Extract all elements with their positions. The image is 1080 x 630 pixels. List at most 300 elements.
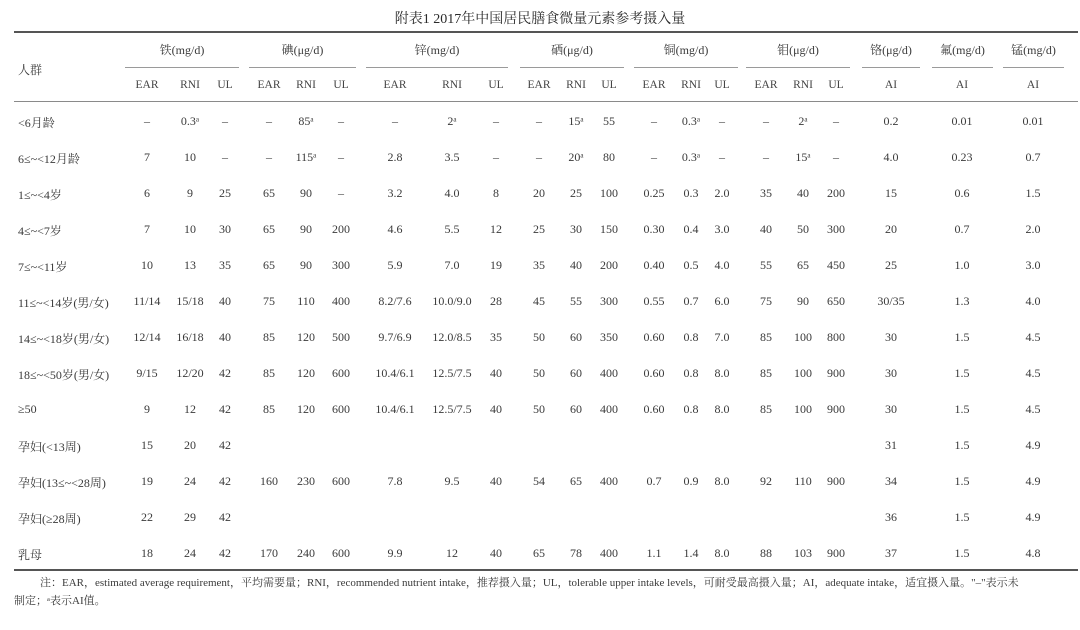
group-header: 锌(mg/d) xyxy=(414,43,460,57)
subcolumn-header: RNI xyxy=(180,79,200,91)
table-cell: 0.3ᵃ xyxy=(180,114,200,128)
table-cell: 1.5 xyxy=(954,330,970,344)
table-cell: 4.0 xyxy=(714,258,730,272)
table-cell: 75 xyxy=(760,294,772,308)
table-cell: 75 xyxy=(263,294,275,308)
table-cell: 4.0 xyxy=(444,186,460,200)
table-cell: 22 xyxy=(141,510,153,524)
group-header: 碘(μg/d) xyxy=(281,43,324,57)
table-cell: 85 xyxy=(760,366,772,380)
table-cell: 8.0 xyxy=(714,474,730,488)
table-cell: 4.0 xyxy=(883,150,899,164)
table-cell: 85 xyxy=(760,330,772,344)
table-cell: 30 xyxy=(570,222,582,236)
table-cell: 10.4/6.1 xyxy=(375,366,415,380)
table-cell: 0.8 xyxy=(683,402,699,416)
table-cell: 110 xyxy=(297,294,315,308)
table-title: 附表1 2017年中国居民膳食微量元素参考摄入量 xyxy=(394,12,686,27)
table-cell: 1.5 xyxy=(954,474,970,488)
table-cell: 12/14 xyxy=(133,330,161,344)
table-cell: 60 xyxy=(570,330,582,344)
table-cell: 8.0 xyxy=(714,402,730,416)
table-cell: – xyxy=(266,114,272,128)
table-cell: 200 xyxy=(600,258,618,272)
table-cell: 0.7 xyxy=(1025,150,1041,164)
table-cell: 0.3 xyxy=(683,186,699,200)
table-cell: – xyxy=(266,150,272,164)
table-cell: 1.5 xyxy=(954,438,970,452)
table-cell: 30 xyxy=(219,222,231,236)
table-cell: 1.5 xyxy=(1025,186,1041,200)
table-cell: 1.5 xyxy=(954,546,970,560)
table-cell: 300 xyxy=(332,258,350,272)
table-cell: 29 xyxy=(184,510,196,524)
table-cell: – xyxy=(651,150,657,164)
table-cell: 40 xyxy=(570,258,582,272)
group-header: 铁(mg/d) xyxy=(159,43,205,57)
row-label: 11≤~<14岁(男/女) xyxy=(18,296,109,310)
table-cell: 0.3ᵃ xyxy=(681,114,701,128)
table-cell: 0.4 xyxy=(683,222,699,236)
group-underline xyxy=(862,67,920,68)
table-cell: 85ᵃ xyxy=(298,114,314,128)
table-cell: 120 xyxy=(297,402,315,416)
table-cell: 37 xyxy=(885,546,897,560)
table-cell: 7 xyxy=(144,222,150,236)
table-cell: – xyxy=(833,150,839,164)
table-cell: 300 xyxy=(827,222,845,236)
table-cell: 1.5 xyxy=(954,510,970,524)
subcolumn-header: EAR xyxy=(257,79,281,91)
table-cell: 600 xyxy=(332,546,350,560)
table-cell: – xyxy=(493,114,499,128)
table-cell: 110 xyxy=(794,474,812,488)
table-cell: 24 xyxy=(184,474,196,488)
header-rule xyxy=(14,101,1078,102)
subcolumn-header: UL xyxy=(488,79,504,91)
table-cell: 4.9 xyxy=(1025,510,1041,524)
table-cell: 90 xyxy=(300,186,312,200)
subcolumn-header: AI xyxy=(955,79,969,91)
table-cell: 90 xyxy=(797,294,809,308)
table-cell: 12.0/8.5 xyxy=(432,330,472,344)
table-cell: 12 xyxy=(184,402,196,416)
table-cell: 45 xyxy=(533,294,545,308)
table-cell: 9.7/6.9 xyxy=(378,330,412,344)
group-header: 氟(mg/d) xyxy=(940,43,985,57)
table-cell: 4.5 xyxy=(1025,402,1041,416)
row-header-label: 人群 xyxy=(18,63,43,77)
table-cell: – xyxy=(392,114,398,128)
table-cell: 100 xyxy=(794,402,812,416)
table-cell: 50 xyxy=(533,402,545,416)
table-cell: 20ᵃ xyxy=(568,150,584,164)
table-cell: 4.5 xyxy=(1025,330,1041,344)
table-cell: 350 xyxy=(600,330,618,344)
table-cell: 0.5 xyxy=(683,258,699,272)
table-cell: 12/20 xyxy=(176,366,204,380)
table-cell: 10 xyxy=(184,222,196,236)
table-cell: 25 xyxy=(570,186,582,200)
table-cell: 900 xyxy=(827,402,845,416)
row-label: 孕妇(≥28周) xyxy=(18,512,81,526)
table-cell: 60 xyxy=(570,402,582,416)
table-cell: 35 xyxy=(760,186,772,200)
table-cell: 8.2/7.6 xyxy=(378,294,412,308)
table-cell: – xyxy=(763,150,769,164)
table-cell: 36 xyxy=(885,510,897,524)
table-cell: 4.9 xyxy=(1025,474,1041,488)
subcolumn-header: AI xyxy=(1026,79,1040,91)
row-label: 乳母 xyxy=(18,548,43,562)
table-cell: – xyxy=(493,150,499,164)
table-cell: 900 xyxy=(827,546,845,560)
table-cell: 42 xyxy=(219,402,231,416)
table-cell: 42 xyxy=(219,474,231,488)
table-cell: 13 xyxy=(184,258,196,272)
row-label: 14≤~<18岁(男/女) xyxy=(18,332,110,346)
table-cell: 35 xyxy=(533,258,545,272)
table-cell: 10 xyxy=(141,258,153,272)
table-cell: – xyxy=(833,114,839,128)
table-cell: 18 xyxy=(141,546,153,560)
table-cell: 25 xyxy=(533,222,545,236)
table-cell: 15 xyxy=(141,438,153,452)
table-cell: 5.5 xyxy=(444,222,460,236)
table-cell: 42 xyxy=(219,366,231,380)
table-cell: 85 xyxy=(263,402,275,416)
table-cell: 400 xyxy=(600,402,618,416)
table-cell: 0.3ᵃ xyxy=(681,150,701,164)
subcolumn-header: UL xyxy=(217,79,233,91)
table-cell: 85 xyxy=(263,366,275,380)
group-underline xyxy=(366,67,508,68)
table-cell: 4.9 xyxy=(1025,438,1041,452)
group-underline xyxy=(634,67,738,68)
table-cell: 12 xyxy=(490,222,502,236)
table-cell: 5.9 xyxy=(387,258,403,272)
table-cell: 7.0 xyxy=(714,330,730,344)
subcolumn-header: UL xyxy=(828,79,844,91)
table-cell: 25 xyxy=(885,258,897,272)
table-cell: – xyxy=(222,114,228,128)
table-cell: 42 xyxy=(219,546,231,560)
table-cell: 4.8 xyxy=(1025,546,1041,560)
table-cell: 28 xyxy=(490,294,502,308)
table-cell: 0.60 xyxy=(643,402,665,416)
table-cell: 4.6 xyxy=(387,222,403,236)
table-cell: 85 xyxy=(263,330,275,344)
table-cell: 650 xyxy=(827,294,845,308)
table-cell: 7 xyxy=(144,150,150,164)
row-label: 6≤~<12月龄 xyxy=(18,152,80,166)
table-cell: 15ᵃ xyxy=(795,150,811,164)
table-cell: 80 xyxy=(603,150,615,164)
table-cell: 400 xyxy=(600,474,618,488)
subcolumn-header: RNI xyxy=(296,79,316,91)
group-header: 钼(μg/d) xyxy=(777,43,819,57)
group-header: 铬(μg/d) xyxy=(870,43,912,57)
table-cell: 100 xyxy=(794,330,812,344)
table-cell: 90 xyxy=(300,222,312,236)
table-cell: 0.55 xyxy=(643,294,665,308)
table-cell: 2.8 xyxy=(387,150,403,164)
table-cell: 3.0 xyxy=(714,222,730,236)
table-cell: 120 xyxy=(297,366,315,380)
table-cell: 400 xyxy=(600,366,618,380)
table-cell: 20 xyxy=(184,438,196,452)
table-cell: 4.5 xyxy=(1025,366,1041,380)
table-cell: 16/18 xyxy=(176,330,204,344)
table-cell: 19 xyxy=(490,258,502,272)
table-cell: 15ᵃ xyxy=(568,114,584,128)
table-cell: 120 xyxy=(297,330,315,344)
table-cell: 1.3 xyxy=(954,294,970,308)
table-cell: 65 xyxy=(263,186,275,200)
table-cell: 85 xyxy=(760,402,772,416)
table-cell: 40 xyxy=(797,186,809,200)
table-cell: 7.8 xyxy=(387,474,403,488)
table-cell: 170 xyxy=(260,546,278,560)
table-cell: 9 xyxy=(187,186,193,200)
subcolumn-header: EAR xyxy=(527,79,551,91)
table-note-line-1 xyxy=(14,575,1070,592)
table-cell: 15 xyxy=(885,186,897,200)
row-label: <6月龄 xyxy=(18,116,55,130)
top-rule xyxy=(14,31,1078,33)
table-cell: 31 xyxy=(885,438,897,452)
subcolumn-header: EAR xyxy=(135,79,159,91)
table-cell: 0.6 xyxy=(954,186,970,200)
row-label: 7≤~<11岁 xyxy=(18,260,68,274)
table-cell: 200 xyxy=(827,186,845,200)
table-cell: 3.5 xyxy=(444,150,460,164)
table-cell: 0.01 xyxy=(1022,114,1044,128)
table-cell: 40 xyxy=(490,366,502,380)
table-cell: 40 xyxy=(490,402,502,416)
table-cell: 500 xyxy=(332,330,350,344)
table-note-line-2: 制定；ᵃ表示AI值。 xyxy=(14,595,106,607)
group-underline xyxy=(1003,67,1064,68)
group-underline xyxy=(520,67,624,68)
table-cell: 0.7 xyxy=(954,222,970,236)
table-cell: 6 xyxy=(144,186,150,200)
table-cell: 20 xyxy=(885,222,897,236)
row-label: 18≤~<50岁(男/女) xyxy=(18,368,110,382)
table-cell: 6.0 xyxy=(714,294,730,308)
subcolumn-header: RNI xyxy=(442,79,462,91)
table-cell: 90 xyxy=(300,258,312,272)
table-cell: 10 xyxy=(184,150,196,164)
table-cell: 50 xyxy=(533,330,545,344)
subcolumn-header: EAR xyxy=(754,79,778,91)
table-cell: 115ᵃ xyxy=(295,150,317,164)
table-cell: 12.5/7.5 xyxy=(432,366,472,380)
table-cell: 900 xyxy=(827,474,845,488)
table-cell: 103 xyxy=(794,546,812,560)
table-cell: 600 xyxy=(332,402,350,416)
table-cell: 900 xyxy=(827,366,845,380)
table-cell: 1.0 xyxy=(954,258,970,272)
note-text-1: 注：EAR，estimated average requirement，平均需要量；RNI，recommended nutrient intake，推荐摄入量；UL，tolerable upper intake levels，可耐受最高摄入量；AI，adequate intake，适宜摄入量。"–"表示未 xyxy=(40,577,1019,589)
table-cell: 4.0 xyxy=(1025,294,1041,308)
table-cell: 1.1 xyxy=(646,546,662,560)
table-cell: 30/35 xyxy=(877,294,905,308)
table-cell: 100 xyxy=(794,366,812,380)
table-cell: – xyxy=(338,150,344,164)
table-cell: 9 xyxy=(144,402,150,416)
table-cell: – xyxy=(719,114,725,128)
table-cell: 600 xyxy=(332,474,350,488)
table-cell: 92 xyxy=(760,474,772,488)
row-label: 孕妇(13≤~<28周) xyxy=(18,476,106,490)
table-cell: 400 xyxy=(332,294,350,308)
table-cell: – xyxy=(719,150,725,164)
group-header: 铜(mg/d) xyxy=(663,43,709,57)
table-cell: 54 xyxy=(533,474,545,488)
table-cell: 10.0/9.0 xyxy=(432,294,472,308)
group-underline xyxy=(932,67,993,68)
table-cell: 0.60 xyxy=(643,330,665,344)
table-cell: 65 xyxy=(263,222,275,236)
table-cell: 50 xyxy=(797,222,809,236)
group-underline xyxy=(125,67,239,68)
table-cell: 0.40 xyxy=(643,258,665,272)
table-cell: 8.0 xyxy=(714,546,730,560)
table-cell: 30 xyxy=(885,402,897,416)
table-cell: 42 xyxy=(219,510,231,524)
table-cell: 100 xyxy=(600,186,618,200)
table-cell: 0.8 xyxy=(683,330,699,344)
table-cell: 0.9 xyxy=(683,474,699,488)
table-cell: 12 xyxy=(446,546,458,560)
table-cell: 200 xyxy=(332,222,350,236)
table-cell: 65 xyxy=(570,474,582,488)
table-cell: 55 xyxy=(603,114,615,128)
table-cell: 65 xyxy=(263,258,275,272)
subcolumn-header: RNI xyxy=(793,79,813,91)
table-cell: 0.01 xyxy=(951,114,973,128)
table-cell: 400 xyxy=(600,546,618,560)
table-cell: 8 xyxy=(493,186,499,200)
table-cell: 24 xyxy=(184,546,196,560)
table-cell: – xyxy=(222,150,228,164)
table-cell: 40 xyxy=(760,222,772,236)
table-cell: 0.8 xyxy=(683,366,699,380)
group-header: 硒(μg/d) xyxy=(551,43,593,57)
table-cell: 30 xyxy=(885,366,897,380)
table-cell: 2.0 xyxy=(1025,222,1041,236)
table-cell: 9.9 xyxy=(387,546,403,560)
row-label: ≥50 xyxy=(18,402,37,416)
table-cell: 600 xyxy=(332,366,350,380)
table-cell: – xyxy=(536,150,542,164)
subcolumn-header: UL xyxy=(333,79,349,91)
table-cell: 20 xyxy=(533,186,545,200)
table-cell: 0.25 xyxy=(643,186,665,200)
table-cell: 2ᵃ xyxy=(447,114,457,128)
table-cell: 1.5 xyxy=(954,402,970,416)
group-underline xyxy=(746,67,850,68)
row-label: 1≤~<4岁 xyxy=(18,188,62,202)
table-cell: 40 xyxy=(219,294,231,308)
subcolumn-header: UL xyxy=(714,79,730,91)
table-cell: – xyxy=(338,186,344,200)
table-cell: 19 xyxy=(141,474,153,488)
table-cell: 0.7 xyxy=(646,474,662,488)
table-cell: 78 xyxy=(570,546,582,560)
bottom-rule xyxy=(14,569,1078,571)
table-cell: – xyxy=(651,114,657,128)
table-cell: 65 xyxy=(533,546,545,560)
table-cell: 8.0 xyxy=(714,366,730,380)
table-cell: 3.2 xyxy=(387,186,403,200)
table-cell: 30 xyxy=(885,330,897,344)
table-cell: 0.23 xyxy=(951,150,973,164)
table-cell: 35 xyxy=(490,330,502,344)
subcolumn-header: EAR xyxy=(383,79,407,91)
table-cell: 40 xyxy=(490,474,502,488)
table-cell: 450 xyxy=(827,258,845,272)
subcolumn-header: EAR xyxy=(642,79,666,91)
table-cell: 1.5 xyxy=(954,366,970,380)
subcolumn-header: RNI xyxy=(566,79,586,91)
table-cell: 230 xyxy=(297,474,315,488)
table-cell: 60 xyxy=(570,366,582,380)
table-cell: 40 xyxy=(219,330,231,344)
table-cell: 150 xyxy=(600,222,618,236)
subcolumn-header: UL xyxy=(601,79,617,91)
table-cell: 50 xyxy=(533,366,545,380)
table-cell: 0.60 xyxy=(643,366,665,380)
table-cell: 1.4 xyxy=(683,546,699,560)
table-cell: 88 xyxy=(760,546,772,560)
table-cell: 25 xyxy=(219,186,231,200)
table-cell: 42 xyxy=(219,438,231,452)
table-cell: 9.5 xyxy=(444,474,460,488)
row-label: 4≤~<7岁 xyxy=(18,224,62,238)
table-cell: – xyxy=(144,114,150,128)
table-cell: 2.0 xyxy=(714,186,730,200)
table-cell: 35 xyxy=(219,258,231,272)
table-cell: – xyxy=(338,114,344,128)
table-cell: 40 xyxy=(490,546,502,560)
table-cell: 65 xyxy=(797,258,809,272)
table-cell: – xyxy=(536,114,542,128)
subcolumn-header: AI xyxy=(884,79,898,91)
table-cell: 3.0 xyxy=(1025,258,1041,272)
table-cell: 55 xyxy=(760,258,772,272)
table-cell: 55 xyxy=(570,294,582,308)
table-cell: 240 xyxy=(297,546,315,560)
table-cell: 160 xyxy=(260,474,278,488)
table-cell: 34 xyxy=(885,474,897,488)
table-cell: 0.7 xyxy=(683,294,699,308)
group-header: 锰(mg/d) xyxy=(1011,43,1056,57)
table-cell: 11/14 xyxy=(133,294,161,308)
group-underline xyxy=(249,67,356,68)
table-cell: 10.4/6.1 xyxy=(375,402,415,416)
table-cell: 15/18 xyxy=(176,294,204,308)
table-cell: 300 xyxy=(600,294,618,308)
table-cell: 2ᵃ xyxy=(798,114,808,128)
table-cell: 0.30 xyxy=(643,222,665,236)
table-cell: 7.0 xyxy=(444,258,460,272)
table-cell: – xyxy=(763,114,769,128)
row-label: 孕妇(<13周) xyxy=(18,440,81,454)
subcolumn-header: RNI xyxy=(681,79,701,91)
table-cell: 800 xyxy=(827,330,845,344)
